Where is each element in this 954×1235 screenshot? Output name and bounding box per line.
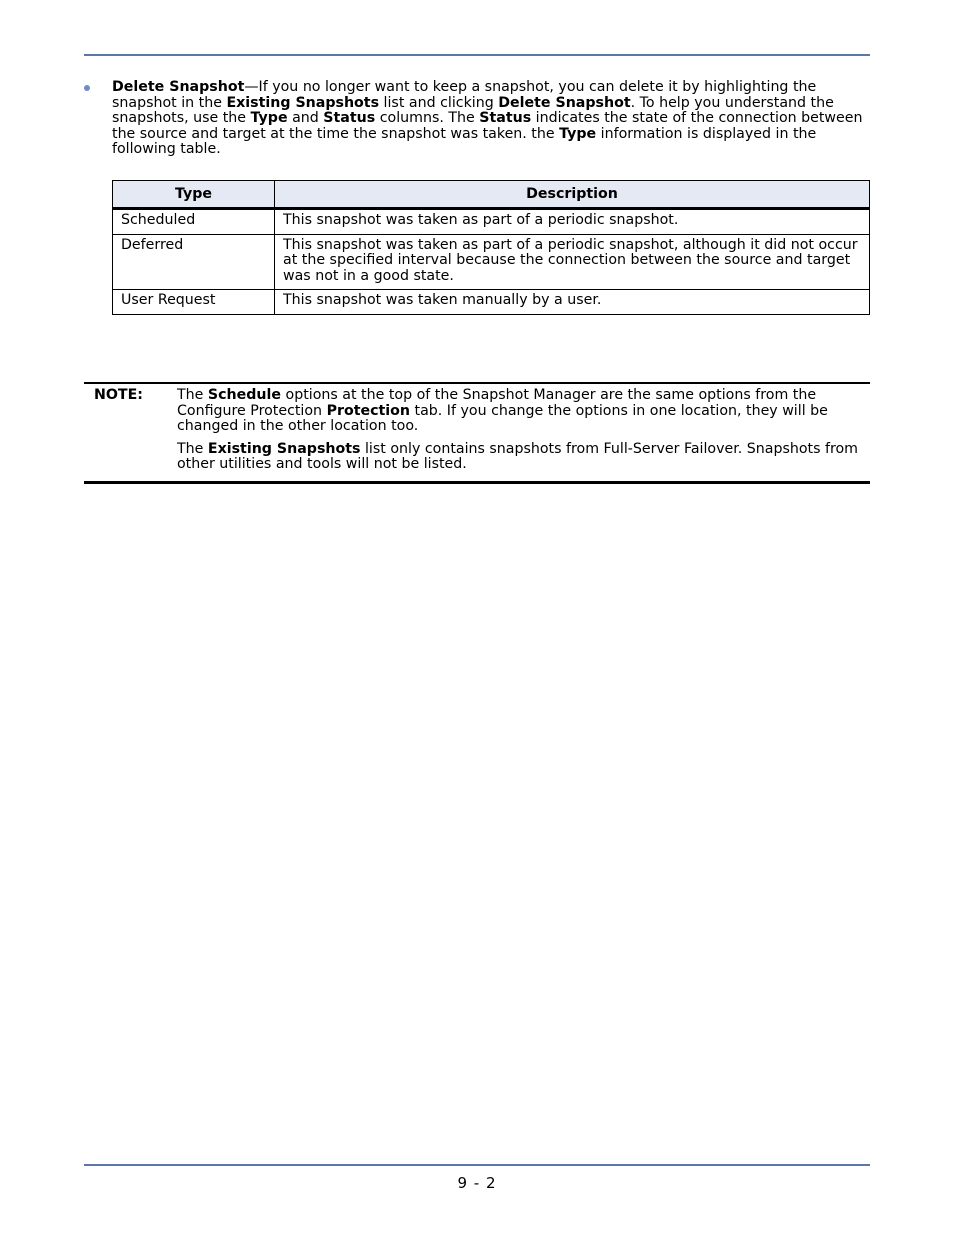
- bold-run: Status: [479, 110, 532, 127]
- bold-run: Existing Snapshots: [226, 94, 380, 111]
- bold-run: Type: [559, 125, 597, 142]
- bold-run: Delete Snapshot: [498, 94, 631, 111]
- text-run: list and clicking: [379, 94, 499, 111]
- text-run: . To help you understand the snapshots, use the: [112, 94, 834, 127]
- cell-type: User Request: [113, 290, 275, 315]
- text-run: If you no longer want to keep a snapshot, you can delete it by highlighting the snapshot in the: [112, 79, 817, 111]
- text-run: list only contains snapshots from Full-Server Failover. Snapshots from other utilities and tools will not be listed.: [177, 440, 858, 473]
- bold-run: Protection: [326, 402, 411, 419]
- cell-description: This snapshot was taken as part of a periodic snapshot, although it did not occur at the specified interval because the connection between the source and target was not in a good state.: [275, 234, 870, 290]
- delete-snapshot-bullet: [84, 80, 870, 158]
- cell-type: Scheduled: [113, 209, 275, 235]
- table-row: [113, 234, 870, 290]
- note-label: NOTE:: [94, 387, 143, 403]
- cell-description: This snapshot was taken as part of a periodic snapshot.: [275, 209, 870, 235]
- cell-description: This snapshot was taken manually by a user.: [275, 290, 870, 315]
- bullet-paragraph: [112, 80, 872, 158]
- bold-run: Status: [323, 110, 376, 127]
- page-number: 9 - 2: [457, 1174, 497, 1192]
- cell-type: Deferred: [113, 234, 275, 290]
- header-rule: [84, 54, 870, 56]
- table-row: [113, 209, 870, 235]
- footer-rule: [84, 1164, 870, 1166]
- table-row: [113, 290, 870, 315]
- snapshot-type-table: [112, 180, 870, 315]
- column-header-type: Type: [113, 181, 275, 209]
- em-dash: —: [244, 79, 259, 95]
- bold-run: Existing Snapshots: [207, 440, 361, 457]
- note-paragraph-schedule: [177, 388, 869, 435]
- text-run: and: [287, 110, 324, 127]
- text-run: The: [177, 440, 208, 457]
- bullet-term: Delete Snapshot: [112, 79, 245, 95]
- bold-run: Schedule: [207, 387, 281, 403]
- table-header-row: [113, 181, 870, 209]
- text-run: information is displayed in the following table.: [112, 125, 817, 158]
- note-box: [84, 382, 870, 484]
- text-run: columns. The: [375, 110, 480, 127]
- bullet-icon: [84, 85, 90, 91]
- text-run: tab. If you change the options in one location, they will be changed in the other location too.: [177, 402, 828, 435]
- text-run: indicates the state of the connection between the source and target at the time the snapshot was taken. the: [112, 110, 863, 142]
- bold-run: Type: [250, 110, 288, 127]
- text-run: options at the top of the Snapshot Manager are the same options from the Configure Protection: [177, 387, 817, 419]
- text-run: The: [177, 387, 208, 403]
- column-header-description: Description: [275, 181, 870, 209]
- note-body: [177, 388, 869, 473]
- note-paragraph-existing-snapshots: [177, 442, 869, 473]
